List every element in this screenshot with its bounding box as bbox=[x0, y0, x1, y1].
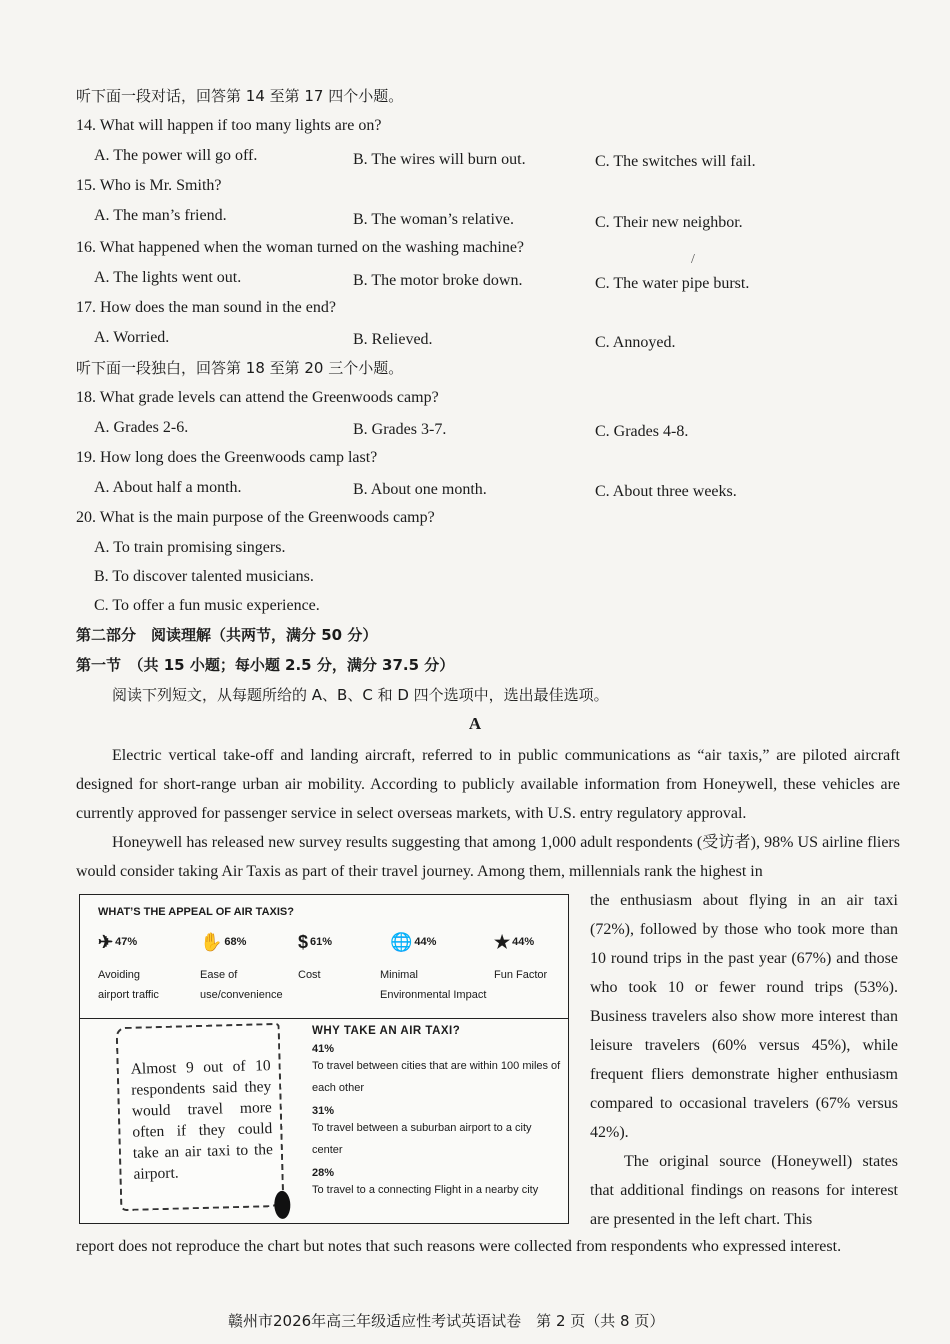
appeal-item-airport-traffic bbox=[98, 931, 198, 1005]
reason-percent: 28% bbox=[312, 1167, 335, 1179]
q20-option-b: B. To discover talented musicians. bbox=[94, 568, 314, 585]
question-16: 16. What happened when the woman turned on the washing machine? bbox=[76, 239, 525, 256]
q14-option-c: C. The switches will fail. bbox=[595, 153, 756, 170]
appeal-item-environment bbox=[380, 931, 492, 1005]
reading-instruction: 阅读下列短文，从每题所给的 A、B、C 和 D 四个选项中，选出最佳选项。 bbox=[112, 686, 609, 704]
stray-mark: / bbox=[691, 252, 695, 267]
page-footer: 赣州市2026年高三年级适应性考试英语试卷 第 2 页（共 8 页） bbox=[228, 1312, 665, 1330]
q15-option-a: A. The man’s friend. bbox=[94, 207, 227, 224]
q14-option-a: A. The power will go off. bbox=[94, 147, 258, 164]
infographic-title: WHAT’S THE APPEAL OF AIR TAXIS? bbox=[98, 906, 294, 918]
globe-icon: 🌐 bbox=[390, 932, 413, 952]
reason-percent: 31% bbox=[312, 1105, 335, 1117]
survey-note-text: Almost 9 out of 10 respondents said they would travel more often if they could take an air taxi to the airport. bbox=[130, 1057, 274, 1183]
listening-intro-2: 听下面一段独白，回答第 18 至第 20 三个小题。 bbox=[76, 359, 404, 377]
q18-option-b: B. Grades 3-7. bbox=[353, 421, 447, 438]
question-20: 20. What is the main purpose of the Greenwoods camp? bbox=[76, 509, 435, 526]
appeal-percent: 47% bbox=[115, 936, 138, 948]
q16-option-b: B. The motor broke down. bbox=[353, 272, 523, 289]
appeal-label: Cost bbox=[298, 969, 321, 981]
q20-option-a: A. To train promising singers. bbox=[94, 539, 286, 556]
why-take-air-taxi bbox=[312, 1025, 562, 1201]
why-title: WHY TAKE AN AIR TAXI? bbox=[312, 1025, 461, 1037]
section1-heading: 第一节 （共 15 小题；每小题 2.5 分，满分 37.5 分） bbox=[76, 656, 455, 674]
appeal-percent: 44% bbox=[512, 936, 535, 948]
appeal-label: Avoiding airport traffic bbox=[98, 969, 159, 1001]
q19-option-a: A. About half a month. bbox=[94, 479, 242, 496]
passage-paragraph-1: Electric vertical take-off and landing aircraft, referred to in public communications as “air taxis,” are piloted aircraft designed for short-range urban air mobility. According to publicly available information from Honeywell, these vehicles are currently approved for passenger service in select overseas markets, with U.S. entry regulatory approval. bbox=[76, 747, 900, 822]
hand-icon: ✋ bbox=[200, 932, 223, 952]
question-19: 19. How long does the Greenwoods camp last? bbox=[76, 449, 378, 466]
q14-option-b: B. The wires will burn out. bbox=[353, 151, 526, 168]
q16-option-c: C. The water pipe burst. bbox=[595, 275, 750, 292]
reason-percent: 41% bbox=[312, 1043, 335, 1055]
air-taxi-infographic bbox=[79, 894, 569, 1224]
infographic-divider bbox=[80, 1018, 568, 1019]
passage-side-text-2: The original source (Honeywell) states that additional findings on reasons for interest are presented in the left chart. This bbox=[590, 1153, 898, 1228]
q17-option-a: A. Worried. bbox=[94, 329, 170, 346]
listening-intro-1: 听下面一段对话，回答第 14 至第 17 四个小题。 bbox=[76, 87, 404, 105]
appeal-percent: 68% bbox=[224, 936, 247, 948]
q15-option-c: C. Their new neighbor. bbox=[595, 214, 743, 231]
airplane-icon: ✈ bbox=[98, 932, 114, 952]
passage-tail: report does not reproduce the chart but notes that such reasons were collected from respondents who expressed interest. bbox=[76, 1238, 842, 1255]
pin-icon bbox=[274, 1191, 291, 1219]
question-14: 14. What will happen if too many lights are on? bbox=[76, 117, 382, 134]
survey-note-card bbox=[116, 1023, 285, 1211]
reason-text: To travel between cities that are within 100 miles of each other bbox=[312, 1060, 561, 1094]
q19-option-b: B. About one month. bbox=[353, 481, 487, 498]
q18-option-a: A. Grades 2-6. bbox=[94, 419, 189, 436]
passage-side-text-1: the enthusiasm about flying in an air taxi (72%), followed by those who took more than 10 round trips in the past year (67%) and those who took 10 or fewer round trips (53%). Business travelers also show more interest than leisure travelers (60% versus 45%), while frequent fliers demonstrate higher enthusiasm compared to occasional travelers (67% versus 42%). bbox=[590, 892, 898, 1141]
q18-option-c: C. Grades 4-8. bbox=[595, 423, 689, 440]
appeal-label: Fun Factor bbox=[494, 969, 548, 981]
appeal-label: Ease of use/convenience bbox=[200, 969, 283, 1001]
money-icon: $ bbox=[298, 932, 309, 952]
question-15: 15. Who is Mr. Smith? bbox=[76, 177, 222, 194]
appeal-item-convenience bbox=[200, 931, 300, 1005]
question-17: 17. How does the man sound in the end? bbox=[76, 299, 336, 316]
question-18: 18. What grade levels can attend the Greenwoods camp? bbox=[76, 389, 439, 406]
part2-heading: 第二部分 阅读理解（共两节，满分 50 分） bbox=[76, 626, 378, 644]
q17-option-b: B. Relieved. bbox=[353, 331, 433, 348]
q19-option-c: C. About three weeks. bbox=[595, 483, 737, 500]
appeal-percent: 61% bbox=[310, 936, 333, 948]
reason-text: To travel between a suburban airport to a city center bbox=[312, 1122, 532, 1156]
appeal-label: Minimal Environmental Impact bbox=[380, 969, 487, 1001]
q17-option-c: C. Annoyed. bbox=[595, 334, 676, 351]
q16-option-a: A. The lights went out. bbox=[94, 269, 242, 286]
q20-option-c: C. To offer a fun music experience. bbox=[94, 597, 320, 614]
appeal-percent: 44% bbox=[414, 936, 437, 948]
q15-option-b: B. The woman’s relative. bbox=[353, 211, 514, 228]
passage-paragraph-2: Honeywell has released new survey results suggesting that among 1,000 adult respondents (受访者), 98% US airline fliers would consider taking Air Taxis as part of their travel journey. Among them, millennials rank the highest in bbox=[76, 834, 900, 880]
reason-text: To travel to a connecting Flight in a nearby city bbox=[312, 1184, 539, 1196]
passage-label: A bbox=[468, 714, 482, 733]
fun-icon: ★ bbox=[494, 932, 511, 952]
appeal-item-fun bbox=[494, 931, 566, 985]
